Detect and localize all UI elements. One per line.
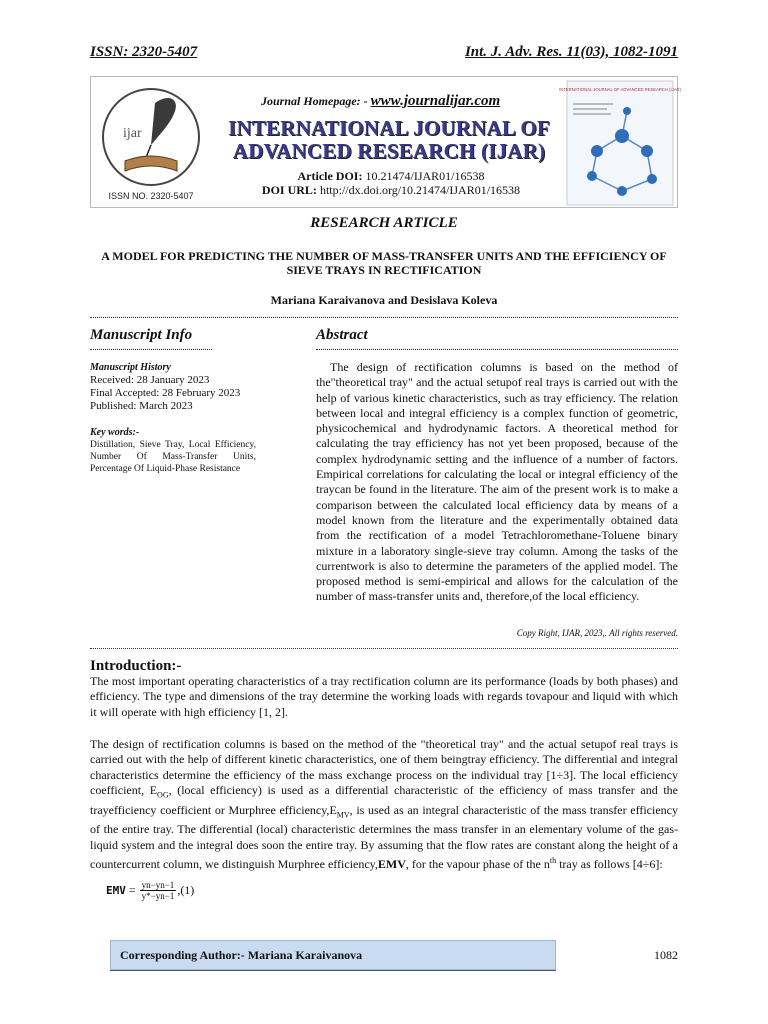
quill-book-logo-icon [95, 81, 207, 205]
introduction-paragraph-2: The design of rectification columns is based on the method of the "theoretical tray" and the actual setupof real trays is carried out with the help of different kinetic characteristics, one of them beingtray efficiency. The differential and integral characteristics determine the efficiency of the mass exchange process on the individual tray [1÷3]. The local efficiency coefficient, $E_{OG}$, (local efficiency) is used as a differential characteristic of the efficiency of mass transfer and the trayefficiency coefficient or Murphree $efficiency,E_{MV}$, is used as an integral characteristic of the mass transfer efficiency of the entire tray. The differential (local) characteristic determines the mass transfer in an elementary volume of the gas-liquid system and the integral does soon the entire tray. By assuming that the flow rates are constant along the height of a countercurrent column, we distinguish Murphree efficiency,EMV, for the vapour phase of the $n^{th}$ tray as follows [4÷6]: [90, 737, 678, 871]
footer-rule [110, 970, 556, 971]
manuscript-history [90, 361, 280, 413]
issn-text: ISSN: 2320-5407 [90, 44, 198, 60]
homepage-link[interactable]: www.journalijar.com [370, 93, 501, 109]
page-number: 1082 [654, 948, 678, 962]
journal-logo [95, 81, 207, 205]
equation-denominator: y*−yn−1 [141, 891, 175, 901]
doi-block [231, 169, 551, 197]
journal-name-line1: INTERNATIONAL JOURNAL OF [228, 116, 550, 140]
doi-url-link[interactable]: http://dx.doi.org/10.21474/IJAR01/16538 [319, 183, 521, 197]
introduction-heading: Introduction:- [90, 658, 182, 674]
paper-title: A MODEL FOR PREDICTING THE NUMBER OF MASS-TRANSFER UNITS AND THE EFFICIENCY OF SIEVE TRAYS IN RECTIFICATION [101, 249, 667, 277]
top-dotted-divider [90, 317, 678, 318]
abstract-divider [316, 349, 678, 350]
abstract-heading: Abstract [316, 327, 368, 343]
keywords-block [90, 427, 256, 475]
doi-value: 10.21474/IJAR01/16538 [365, 169, 485, 183]
author-list: Mariana Karaivanova and Desislava Koleva [270, 293, 498, 307]
copyright-notice: Copy Right, IJAR, 2023,. All rights reserved. [516, 628, 678, 638]
keywords-text: Distillation, Sieve Tray, Local Efficiency, Number Of Mass-Transfer Units, Percentage Of Liquid-Phase Resistance [90, 440, 256, 474]
journal-name [219, 117, 559, 163]
abstract-text: The design of rectification columns is based on the method of the"theoretical tray" and the actual setupof real trays is carried out with the help of various kinetic characteristics, such as tray efficiency. The relation between local and integral efficiency is a complex function of geometric, physicochemical and hydrodynamic factors. A theoretical method for calculating the tray efficiency has not yet been proposed, because of the complex hydrodynamic setting and the influence of a number of factors. Empirical correlations for calculating the local or integral efficiency of the traycan be found in the literature. The aim of the present work is to make a comparison between the calculated local efficiency data by means of a model known from the literature and the experimentally obtained data from the rectification of a model Tetrachloromethane-Toluene binary mixture in a laboratory single-sieve tray column. Among the tasks of the currentwork is also to determine the parameters of the applied model. The proposed method is semi-empirical and allows for the calculation of the number of mass-transfer units and, therefore,of the local efficiency. [316, 360, 678, 604]
introduction-paragraph-1: The most important operating characteristics of a tray rectification column are its performance (loads by both phases) and efficiency. The type and dimensions of the tray determine the working loads with regards tovapour and liquid with which it will operate with high efficiency [1, 2]. [90, 674, 678, 719]
journal-cover-image [559, 81, 681, 205]
bottom-dotted-divider [90, 648, 678, 649]
logo-ijar-text: ijar [123, 126, 142, 141]
cover-title-text: INTERNATIONAL JOURNAL OF ADVANCED RESEARCH (IJAR) [559, 87, 681, 92]
received-date: Received: 28 January 2023 [90, 374, 210, 386]
doi-url-label: DOI URL: [261, 183, 317, 197]
equation-fraction [140, 880, 177, 901]
journal-name-line2: ADVANCED RESEARCH (IJAR) [232, 139, 546, 163]
homepage-label: Journal Homepage: - [261, 94, 371, 108]
accepted-date: Final Accepted: 28 February 2023 [90, 387, 241, 399]
journal-homepage [261, 93, 500, 110]
journal-banner [90, 76, 681, 208]
equation-tag: ,(1) [177, 883, 195, 897]
citation-text: Int. J. Adv. Res. 11(03), 1082-1091 [464, 44, 678, 60]
logo-issn-text: ISSN NO. 2320-5407 [108, 191, 194, 201]
published-date: Published: March 2023 [90, 400, 193, 412]
history-label: Manuscript History [90, 362, 171, 373]
article-type: RESEARCH ARTICLE [310, 215, 458, 231]
manuscript-info-divider [90, 349, 212, 350]
equation-numerator: yn−yn−1 [141, 880, 175, 890]
manuscript-info-heading: Manuscript Info [90, 327, 193, 343]
running-header [90, 44, 678, 66]
keywords-label: Key words:- [90, 427, 140, 438]
molecule-cover-icon [559, 81, 681, 205]
corresponding-author: Corresponding Author:- Mariana Karaivanova [120, 948, 363, 962]
equation-1: EMV = $\frac{yn-yn-1}{y*-yn-1}$ ,(1) [106, 880, 195, 901]
doi-label: Article DOI: [297, 169, 363, 183]
equation-lhs: EMV [106, 884, 126, 897]
